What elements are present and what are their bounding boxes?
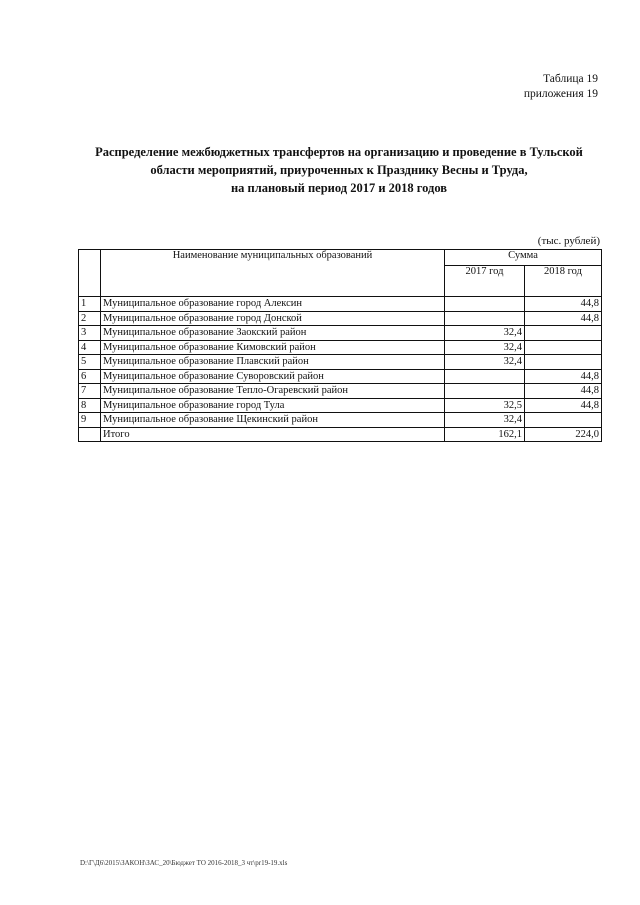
row-number-cell: 5 [79, 355, 101, 370]
municipality-name-cell: Муниципальное образование Заокский район [101, 326, 445, 341]
municipality-name-cell: Муниципальное образование Суворовский район [101, 369, 445, 384]
municipality-name-cell: Муниципальное образование город Алексин [101, 297, 445, 312]
table-row [79, 384, 602, 399]
units-label: (тыс. рублей) [537, 235, 600, 247]
header-sum-cell: Сумма [445, 250, 602, 266]
title-line-3: на плановый период 2017 и 2018 годов [230, 181, 448, 195]
row-number-cell: 9 [79, 413, 101, 428]
table-number-label: Таблица 19 [543, 73, 598, 85]
table-body [79, 297, 602, 442]
row-number-cell [79, 427, 101, 442]
amount-2017-cell: 32,4 [445, 413, 525, 428]
amount-2018-cell [525, 355, 602, 370]
amount-2017-cell: 32,4 [445, 326, 525, 341]
municipality-name-cell: Муниципальное образование Щекинский район [101, 413, 445, 428]
row-number-cell: 1 [79, 297, 101, 312]
municipality-name-cell: Муниципальное образование город Донской [101, 311, 445, 326]
title-line-2: области мероприятий, приуроченных к Празднику Весны и Труда, [150, 163, 528, 177]
row-number-cell: 6 [79, 369, 101, 384]
amount-2017-cell: 32,4 [445, 340, 525, 355]
amount-2018-cell: 44,8 [525, 369, 602, 384]
amount-2017-cell [445, 369, 525, 384]
amount-2018-cell: 224,0 [525, 427, 602, 442]
header-number-cell [79, 250, 101, 297]
municipality-name-cell: Муниципальное образование город Тула [101, 398, 445, 413]
amount-2018-cell [525, 413, 602, 428]
amount-2017-cell: 32,5 [445, 398, 525, 413]
municipality-name-cell: Муниципальное образование Плавский район [101, 355, 445, 370]
transfers-table [78, 249, 602, 442]
row-number-cell: 7 [79, 384, 101, 399]
amount-2018-cell: 44,8 [525, 311, 602, 326]
title-line-1: Распределение межбюджетных трансфертов на организацию и проведение в Тульской [95, 145, 583, 159]
appendix-label: приложения 19 [523, 88, 598, 100]
amount-2017-cell [445, 311, 525, 326]
total-row [79, 427, 602, 442]
municipality-name-cell: Муниципальное образование Кимовский район [101, 340, 445, 355]
amount-2018-cell: 44,8 [525, 384, 602, 399]
municipality-name-cell: Итого [101, 427, 445, 442]
table-row [79, 297, 602, 312]
amount-2018-cell: 44,8 [525, 398, 602, 413]
table-row [79, 355, 602, 370]
header-2018-cell: 2018 год [525, 266, 602, 297]
table-row [79, 398, 602, 413]
municipality-name-cell: Муниципальное образование Тепло-Огаревский район [101, 384, 445, 399]
row-number-cell: 4 [79, 340, 101, 355]
table-reference [524, 72, 598, 102]
amount-2017-cell: 32,4 [445, 355, 525, 370]
amount-2018-cell [525, 340, 602, 355]
table-row [79, 311, 602, 326]
document-title [60, 143, 618, 197]
amount-2017-cell: 162,1 [445, 427, 525, 442]
amount-2017-cell [445, 384, 525, 399]
table-row [79, 413, 602, 428]
table-row [79, 340, 602, 355]
file-path-footer: D:\Г\Д6\2015\ЗАКОН\ЗАС_20\Бюджет ТО 2016-2018_3 чт\pr19-19.xls [80, 859, 288, 867]
header-2017-cell: 2017 год [445, 266, 525, 297]
amount-2017-cell [445, 297, 525, 312]
header-name-cell: Наименование муниципальных образований [101, 250, 445, 297]
table-row [79, 326, 602, 341]
row-number-cell: 2 [79, 311, 101, 326]
amount-2018-cell: 44,8 [525, 297, 602, 312]
table-row [79, 369, 602, 384]
row-number-cell: 8 [79, 398, 101, 413]
amount-2018-cell [525, 326, 602, 341]
row-number-cell: 3 [79, 326, 101, 341]
